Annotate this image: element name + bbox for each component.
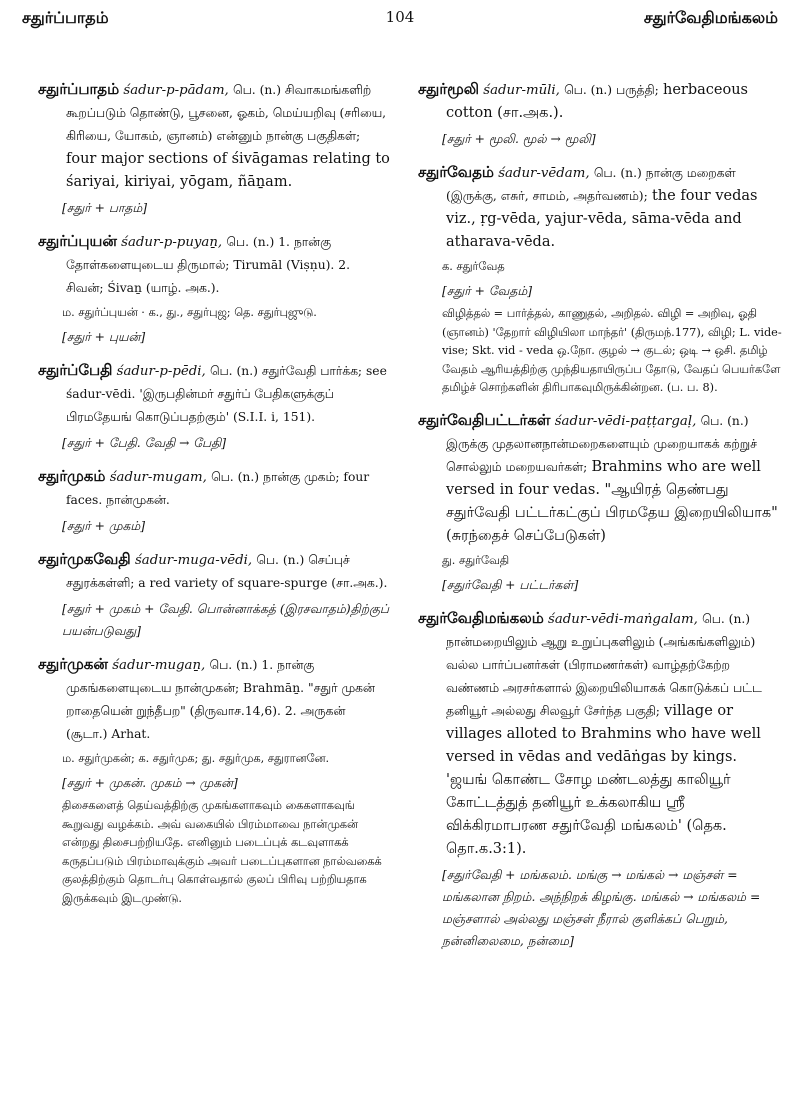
headword: சதுர்முகன் [38, 655, 108, 673]
definition: பெ. (n.) பருத்தி; [564, 83, 659, 97]
transliteration: śadur-mugam, [109, 470, 207, 485]
dictionary-entry [38, 78, 390, 219]
right-column [418, 78, 782, 963]
transliteration: śadur-mugaṉ, [112, 658, 206, 673]
headword: சதுர்மூலி [418, 80, 480, 98]
cognates: து. சதுர்வேதி [442, 553, 510, 567]
etymology: [சதுர் + முகம்] [62, 519, 146, 533]
english-gloss: village or villages alloted to Brahmins who have well versed in vēdas and vedāṅgas by kings. 'ஜயங் கொண்ட சோழ மண்டலத்து காலியூர் கோட்டத்துத் தனியூர் உக்கலாகிய ஸ்ரீ விக்கிரமாபரண சதுர்வேதி மங்கலம்' (தெக. தொ.க.3:1). [446, 702, 761, 857]
dictionary-entry [418, 607, 782, 952]
entry-main [38, 359, 390, 429]
dictionary-entry [418, 78, 782, 150]
entry-main [38, 78, 390, 194]
headword: சதுர்முகம் [38, 467, 106, 485]
entry-main [418, 607, 782, 861]
dictionary-entry [38, 359, 390, 454]
dictionary-entry [418, 409, 782, 596]
definition: பெ. (n.) 1. நான்கு முகங்களையுடைய நான்முகன்; Brahmāṉ. "சதுர் முகன் றாதையென் றுந்தீபற" (திருவாச.14,6). 2. அருகன் (சூடா.) Arhat. [66, 658, 375, 741]
etymology: [சதுர் + பாதம்] [62, 201, 148, 215]
english-gloss: Brahmins who are well versed in four vedas. "ஆயிரத் தெண்பது சதுர்வேதி பட்டர்கட்குப் பிரமதேய இறையிலியாக" (சுரந்தைச் செப்பேடுகள்) [446, 458, 778, 544]
headword: சதுர்வேதிபட்டர்கள் [418, 410, 551, 429]
etymology: [சதுர் + வேதம்] [442, 284, 533, 298]
headword: சதுர்வேதிமங்கலம் [418, 608, 544, 627]
dictionary-entry [418, 161, 782, 398]
dictionary-entry [38, 230, 390, 348]
entry-main [38, 465, 390, 512]
definition: பெ. (n.) சிவாகமங்களிற் கூறப்படும் தொண்டு, பூசனை, ஓகம், மெய்யறிவு (சரியை, கிரியை, யோகம், ஞானம்) என்னும் நான்கு பகுதிகள்; [66, 83, 387, 143]
transliteration: śadur-mūli, [483, 83, 560, 98]
definition: பெ. (n.) நான்மறையிலும் ஆறு உறுப்புகளிலும் (அங்கங்களிலும்) வல்ல பார்ப்பனர்கள் (பிராமணர்கள்) வாழ்தற்கேற்ற வண்ணம் அரசர்களால் இறையிலியாகக் கொடுக்கப் பட்ட தனியூர் அல்லது சிலவூர் சேர்ந்த பகுதி; [446, 611, 762, 718]
header-left-guideword: சதுர்ப்பாதம் [22, 8, 109, 27]
transliteration: śadur-p-puyaṉ, [121, 235, 223, 250]
transliteration: śadur-muga-vēdi, [134, 553, 253, 568]
headword: சதுர்ப்புயன் [38, 232, 117, 250]
etymology: [சதுர் + முகம் + வேதி. பொன்னாக்கத் (இரசவாதம்)திற்குப் பயன்படுவது] [62, 602, 390, 638]
dictionary-entry [38, 653, 390, 908]
cognates: ம. சதுர்முகன்; க. சதுர்முக; து. சதுர்முக, சதுரானனே. [62, 752, 330, 765]
entry-main [38, 230, 390, 300]
dictionary-entry [38, 548, 390, 642]
headword: சதுர்ப்பாதம் [38, 80, 120, 98]
transliteration: śadur-vēdi-maṅgalam, [548, 611, 698, 627]
english-gloss: four major sections of śivāgamas relating to śariyai, kiriyai, yōgam, ñāṉam. [66, 151, 390, 190]
etymology: [சதுர்வேதி + பட்டர்கள்] [442, 577, 579, 592]
entry-main [418, 78, 782, 125]
entry-main [38, 548, 390, 595]
entry-main [418, 409, 782, 548]
transliteration: śadur-p-pādam, [123, 83, 229, 98]
headword: சதுர்முகவேதி [38, 550, 131, 568]
entry-main [418, 161, 782, 254]
dictionary-entry [38, 465, 390, 537]
definition: பெ. (n.) நான்கு முகம்; four faces. நான்முகன். [66, 470, 370, 507]
headword: சதுர்ப்பேதி [38, 361, 113, 379]
transliteration: śadur-p-pēdi, [116, 364, 206, 379]
cognates: க. சதுர்வேத [442, 260, 505, 273]
english-gloss: the four vedas viz., ṛg-vēda, yajur-vēda, sāma-vēda and atharava-vēda. [446, 188, 758, 250]
transliteration: śadur-vēdam, [498, 166, 590, 181]
english-gloss: herbaceous cotton (சா.அக.). [446, 82, 748, 121]
entry-main [38, 653, 390, 746]
etymology: [சதுர் + முகன். முகம் → முகன்] [62, 776, 238, 790]
definition: பெ. (n.) இருக்கு முதலானநான்மறைகளையும் முறையாகக் கற்றுச் சொல்லும் மறையவர்கள்; [446, 413, 757, 474]
etymology: [சதுர் + பேதி. வேதி → பேதி] [62, 436, 227, 450]
page-number: 104 [385, 8, 415, 26]
etymology: [சதுர் + மூலி. மூல் → மூலி] [442, 132, 596, 146]
definition: பெ. (n.) சதுர்வேதி பார்க்க; see śadur-vēdi. 'இருபதின்மர் சதுர்ப் பேதிகளுக்குப் பிரமதேயங் கொடுப்பதற்கும்' (S.I.I. i, 151). [66, 364, 387, 424]
etymology: [சதுர்வேதி + மங்கலம். மங்கு → மங்கல் → மஞ்சள் = மங்கலான நிறம். அந்நிறக் கிழங்கு. மங்கல் → மங்கலம் = மஞ்சளால் அல்லது மஞ்சள் நீரால் குளிக்கப் பெறும், நன்னிலைமை, நன்மை] [442, 867, 761, 948]
definition: பெ. (n.) 1. நான்கு தோள்களையுடைய திருமால்; Tirumāl (Viṣṇu). 2. சிவன்; Śivaṉ (யாழ். அக.). [66, 235, 350, 295]
definition: பெ. (n.) நான்கு மறைகள் (இருக்கு, எசுர், சாமம், அதர்வணம்); [446, 166, 736, 203]
transliteration: śadur-vēdi-paṭṭargaḷ, [554, 413, 697, 429]
definition: பெ. (n.) செப்புச் சதுரக்கள்ளி; a red variety of square-spurge (சா.அக.). [66, 553, 388, 590]
left-column [38, 78, 390, 919]
cognates: ம. சதுர்ப்புயன் · க., து., சதுர்புஜ; தெ. சதுர்புஜுடு. [62, 306, 317, 319]
headword: சதுர்வேதம் [418, 163, 494, 181]
etymology: [சதுர் + புயன்] [62, 330, 146, 344]
page-header [0, 6, 800, 32]
etymology-note: திசைகளைத் தெய்வத்திற்கு முகங்களாகவும் கைகளாகவுங் கூறுவது வழக்கம். அவ் வகையில் பிரம்மாவை நான்முகன் என்றது திசைபற்றியதே. எனினும் படைப்புக் கடவுளாகக் கருதப்படும் பிரம்மாவுக்கும் அவர் படைப்புகளான நால்வகைக் குலத்திற்கும் தொடர்பு கொள்வதால் குலப் பிரிவு பற்றியதாக இருக்கவும் இடமுண்டு. [62, 799, 382, 905]
header-right-guideword: சதுர்வேதிமங்கலம் [643, 8, 778, 27]
etymology-note: விழித்தல் = பார்த்தல், காணுதல், அறிதல். விழி = அறிவு, ஓதி (ஞானம்) 'தேறார் விழியிலா மாந்தர்' (திருமந்.177), விழி; L. vide-vise; Skt. vid - veda ஒ.நோ. குழல் → குடல்; ஒடி → ஒசி. தமிழ் வேதம் ஆரியத்திற்கு முந்தியதாயிருப்ப தோடு, வேதப் பெயர்களே தமிழ்ச் சொற்களின் திரிபாகவுமிருக்கின்றன. (ப. ப. 8). [442, 307, 782, 394]
